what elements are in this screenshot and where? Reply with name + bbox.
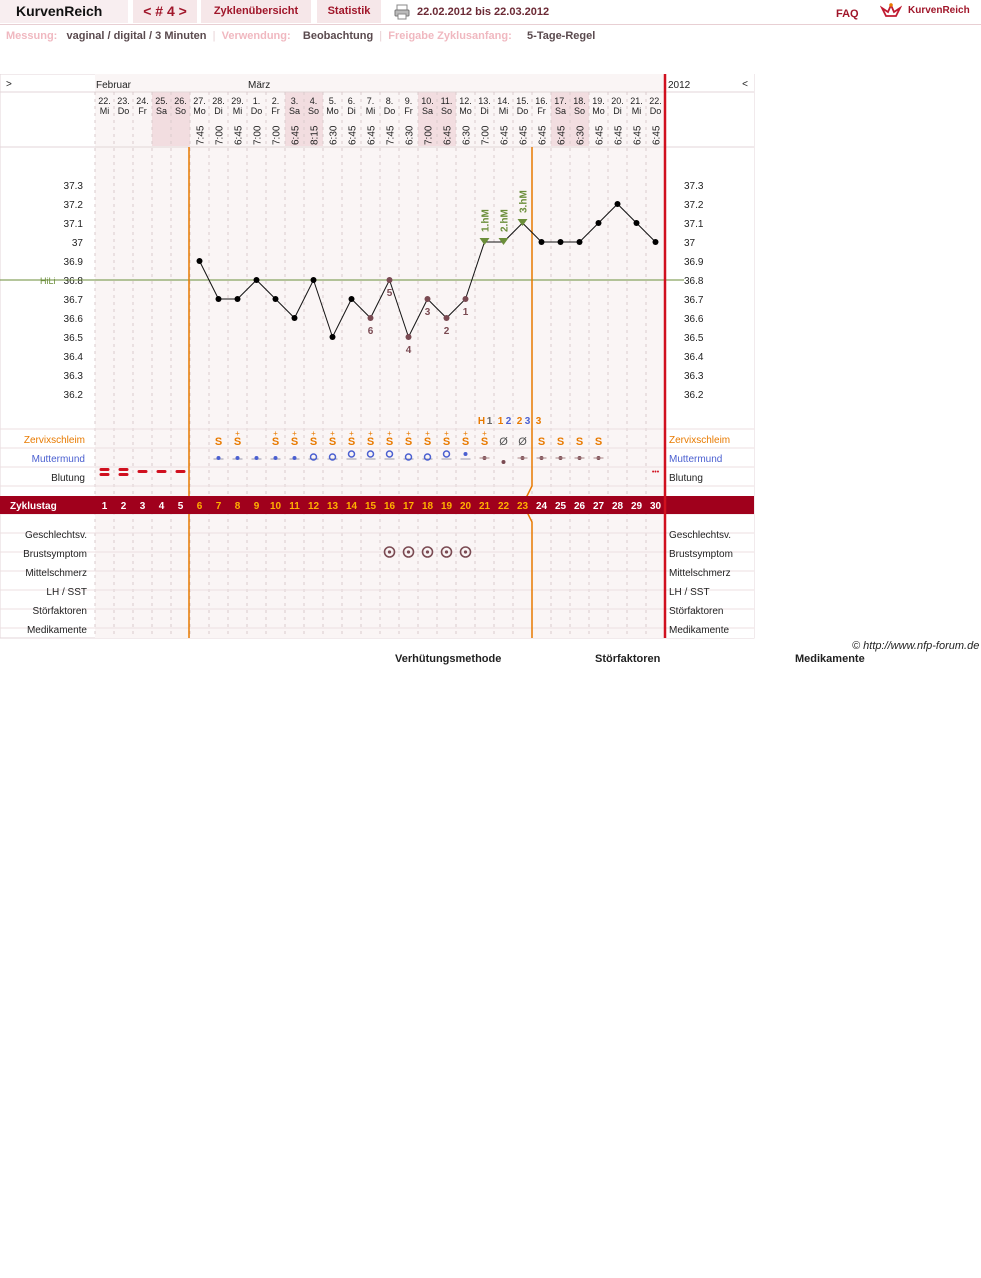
footer-stoerfaktoren: Störfaktoren bbox=[595, 653, 661, 665]
day-number-label: 25. bbox=[155, 96, 168, 106]
y-tick-label-right: 36.7 bbox=[684, 295, 704, 306]
day-number-label: 6. bbox=[347, 96, 356, 106]
cycle-day-number: 26 bbox=[573, 501, 586, 512]
measure-time-label: 6:45 bbox=[290, 125, 302, 145]
temperature-point bbox=[216, 296, 222, 302]
weekday-label: Sa bbox=[421, 106, 434, 116]
cycle-day-number: 21 bbox=[478, 501, 491, 512]
logo-text: KurvenReich bbox=[908, 5, 970, 16]
weekday-label: Di bbox=[613, 106, 622, 116]
temperature-point bbox=[596, 220, 602, 226]
measure-time-label: 6:30 bbox=[328, 125, 340, 145]
y-tick-label-right: 37 bbox=[684, 238, 696, 249]
measure-label: Messung: bbox=[6, 30, 58, 42]
low-measure-label: 4 bbox=[405, 345, 412, 356]
day-number-label: 21. bbox=[630, 96, 643, 106]
y-tick-label: 36.6 bbox=[63, 314, 83, 325]
day-number-label: 7. bbox=[366, 96, 375, 106]
temperature-point bbox=[425, 296, 431, 302]
row-label-lower: Medikamente bbox=[26, 625, 87, 636]
zervix-symbol: S bbox=[461, 436, 470, 448]
zervix-symbol: S bbox=[233, 436, 242, 448]
use-label: Verwendung: bbox=[221, 30, 291, 42]
brand-title: KurvenReich bbox=[0, 0, 128, 23]
y-tick-label: 36.4 bbox=[63, 352, 83, 363]
y-tick-label: 37.1 bbox=[63, 219, 83, 230]
y-tick-label: 36.5 bbox=[63, 333, 83, 344]
zervix-plus: + bbox=[330, 429, 335, 438]
release-value: 5-Tage-Regel bbox=[527, 30, 596, 42]
day-number-label: 22. bbox=[649, 96, 662, 106]
measure-time-label: 7:00 bbox=[252, 125, 264, 145]
chart-nav-next: < bbox=[742, 79, 748, 90]
cycle-day-number: 11 bbox=[289, 501, 300, 512]
zervix-symbol: S bbox=[480, 436, 489, 448]
date-range: 22.02.2012 bis 22.03.2012 bbox=[417, 6, 550, 18]
temperature-point bbox=[273, 296, 279, 302]
printer-icon[interactable] bbox=[394, 4, 410, 20]
zervix-symbol: S bbox=[366, 436, 375, 448]
zervix-symbol: S bbox=[385, 436, 394, 448]
day-number-label: 18. bbox=[573, 96, 586, 106]
weekday-label: Di bbox=[347, 106, 356, 116]
measure-time-label: 6:30 bbox=[575, 125, 587, 145]
zervix-symbol: S bbox=[347, 436, 356, 448]
release-label: Freigabe Zyklusanfang: bbox=[388, 30, 512, 42]
row-label-lower-right: Störfaktoren bbox=[669, 606, 724, 617]
row-label-lower-right: Medikamente bbox=[669, 625, 730, 636]
weekday-label: Fr bbox=[537, 106, 546, 116]
breast-symptom-dot bbox=[426, 550, 429, 553]
evaluation-mark: H bbox=[477, 416, 486, 427]
cycle-day-number: 2 bbox=[120, 501, 127, 512]
day-number-label: 27. bbox=[193, 96, 206, 106]
zervix-plus: + bbox=[387, 429, 392, 438]
day-number-label: 16. bbox=[535, 96, 548, 106]
zervix-plus: + bbox=[273, 429, 278, 438]
weekday-label: Sa bbox=[288, 106, 301, 116]
zervix-symbol: S bbox=[309, 436, 318, 448]
day-number-label: 1. bbox=[252, 96, 261, 106]
cycle-navigator[interactable]: < # 4 > bbox=[133, 0, 197, 23]
weekday-label: Mi bbox=[498, 106, 509, 116]
low-measure-label: 1 bbox=[462, 307, 469, 318]
cycle-day-number: 3 bbox=[139, 501, 146, 512]
row-label-zervixschleim-right: Zervixschleim bbox=[669, 435, 731, 446]
measure-time-label: 6:45 bbox=[499, 125, 511, 145]
low-measure-label: 2 bbox=[443, 326, 450, 337]
y-tick-label-right: 36.8 bbox=[684, 276, 704, 287]
measure-time-label: 7:00 bbox=[271, 125, 283, 145]
measure-time-label: 6:45 bbox=[233, 125, 245, 145]
temperature-point bbox=[368, 315, 374, 321]
bleeding-mark bbox=[100, 468, 110, 471]
cycle-day-number: 30 bbox=[649, 501, 662, 512]
logo[interactable] bbox=[880, 2, 970, 23]
measure-time-label: 7:00 bbox=[214, 125, 226, 145]
info-line: Messung: vaginal / digital / 3 Minuten | Verwendung: Beobachtung | Freigabe Zyklusanfang: 5-Tage-Regel bbox=[6, 30, 596, 42]
tab-zyklenuebersicht[interactable]: Zyklenübersicht bbox=[201, 0, 311, 23]
low-measure-label: 3 bbox=[424, 307, 431, 318]
day-number-label: 29. bbox=[231, 96, 244, 106]
zervix-plus: + bbox=[482, 429, 487, 438]
day-number-label: 12. bbox=[459, 96, 472, 106]
zervix-symbol: S bbox=[423, 436, 432, 448]
day-number-label: 13. bbox=[478, 96, 491, 106]
evaluation-mark: 2 bbox=[505, 416, 512, 427]
weekday-label: Do bbox=[516, 106, 529, 116]
temperature-point bbox=[634, 220, 640, 226]
y-tick-label: 36.9 bbox=[63, 257, 83, 268]
bleeding-spotting-mark: ••• bbox=[651, 469, 660, 476]
zervix-symbol: S bbox=[290, 436, 299, 448]
y-tick-label-right: 37.1 bbox=[684, 219, 704, 230]
cycle-day-number: 23 bbox=[516, 501, 529, 512]
measure-time-label: 6:45 bbox=[632, 125, 644, 145]
day-number-label: 8. bbox=[385, 96, 394, 106]
zervix-plus: + bbox=[425, 429, 430, 438]
weekday-label: So bbox=[307, 106, 320, 116]
y-tick-label: 36.7 bbox=[63, 295, 83, 306]
day-number-label: 19. bbox=[592, 96, 605, 106]
weekday-label: Do bbox=[117, 106, 130, 116]
row-label-lower-right: LH / SST bbox=[669, 587, 710, 598]
row-label-blutung-right: Blutung bbox=[669, 473, 703, 484]
weekday-label: Mo bbox=[193, 106, 206, 116]
y-tick-label-right: 37.2 bbox=[684, 200, 704, 211]
day-number-label: 11. bbox=[440, 96, 453, 106]
zervix-symbol: Ø bbox=[499, 436, 508, 448]
row-label-lower-right: Geschlechtsv. bbox=[669, 530, 732, 541]
measure-time-label: 6:45 bbox=[651, 125, 663, 145]
breast-symptom-dot bbox=[445, 550, 448, 553]
use-value: Beobachtung bbox=[302, 30, 374, 42]
muttermund-symbol bbox=[464, 452, 468, 456]
weekday-label: Fr bbox=[138, 106, 147, 116]
temperature-point bbox=[330, 334, 336, 340]
tab-statistik[interactable]: Statistik bbox=[317, 0, 381, 23]
weekday-label: Mi bbox=[232, 106, 243, 116]
zervix-symbol: S bbox=[575, 436, 584, 448]
measure-value: vaginal / digital / 3 Minuten bbox=[66, 30, 207, 42]
measure-time-label: 6:45 bbox=[442, 125, 454, 145]
y-tick-label: 36.8 bbox=[63, 276, 83, 287]
bleeding-mark bbox=[119, 468, 129, 471]
month-label: Februar bbox=[96, 80, 132, 91]
temperature-point bbox=[463, 296, 469, 302]
zervix-symbol: S bbox=[594, 436, 603, 448]
day-number-label: 24. bbox=[136, 96, 149, 106]
cycle-day-number: 8 bbox=[234, 501, 241, 512]
y-tick-label-right: 36.3 bbox=[684, 371, 704, 382]
measure-time-label: 6:30 bbox=[461, 125, 473, 145]
row-label-lower-right: Mittelschmerz bbox=[669, 568, 731, 579]
measure-time-label: 6:30 bbox=[404, 125, 416, 145]
zervix-plus: + bbox=[444, 429, 449, 438]
measure-time-label: 6:45 bbox=[537, 125, 549, 145]
zervix-symbol: S bbox=[328, 436, 337, 448]
breast-symptom-dot bbox=[407, 550, 410, 553]
cycle-day-number: 13 bbox=[326, 501, 339, 512]
temperature-point bbox=[292, 315, 298, 321]
zervix-plus: + bbox=[368, 429, 373, 438]
weekday-label: Di bbox=[480, 106, 489, 116]
year-label: 2012 bbox=[668, 80, 691, 91]
y-tick-label: 37.3 bbox=[63, 181, 83, 192]
row-label-zervixschleim: Zervixschleim bbox=[23, 435, 85, 446]
y-tick-label: 37 bbox=[71, 238, 83, 249]
measure-time-label: 7:45 bbox=[195, 125, 207, 145]
y-tick-label: 37.2 bbox=[63, 200, 83, 211]
zervix-plus: + bbox=[406, 429, 411, 438]
temperature-point bbox=[539, 239, 545, 245]
cycle-day-number: 10 bbox=[269, 501, 282, 512]
zervix-symbol: Ø bbox=[518, 436, 527, 448]
muttermund-symbol bbox=[255, 456, 259, 460]
low-measure-label: 6 bbox=[367, 326, 374, 337]
y-tick-label-right: 36.6 bbox=[684, 314, 704, 325]
y-tick-label-right: 36.4 bbox=[684, 352, 704, 363]
temperature-point bbox=[406, 334, 412, 340]
cycle-day-number: 18 bbox=[421, 501, 434, 512]
y-tick-label-right: 36.9 bbox=[684, 257, 704, 268]
zervix-symbol: S bbox=[442, 436, 451, 448]
high-measure-label: 2.hM bbox=[499, 209, 511, 232]
row-label-muttermund-right: Muttermund bbox=[669, 454, 723, 465]
bleeding-mark bbox=[176, 470, 186, 473]
muttermund-symbol bbox=[293, 456, 297, 460]
y-tick-label-right: 36.2 bbox=[684, 390, 704, 401]
day-number-label: 10. bbox=[421, 96, 434, 106]
evaluation-mark: 2 bbox=[516, 416, 523, 427]
weekday-label: Do bbox=[383, 106, 396, 116]
cycle-day-number: 14 bbox=[345, 501, 358, 512]
temperature-point bbox=[577, 239, 583, 245]
row-label-blutung: Blutung bbox=[51, 473, 85, 484]
temperature-point bbox=[444, 315, 450, 321]
zervix-plus: + bbox=[463, 429, 468, 438]
weekday-label: Sa bbox=[155, 106, 168, 116]
zervix-symbol: S bbox=[271, 436, 280, 448]
y-tick-label: 36.3 bbox=[63, 371, 83, 382]
cycle-day-number: 16 bbox=[383, 501, 396, 512]
measure-time-label: 8:15 bbox=[309, 125, 321, 145]
muttermund-symbol bbox=[502, 460, 506, 464]
weekday-label: Do bbox=[250, 106, 263, 116]
temperature-point bbox=[197, 258, 203, 264]
temperature-point bbox=[558, 239, 564, 245]
temperature-point bbox=[311, 277, 317, 283]
crown-icon bbox=[880, 2, 902, 20]
evaluation-mark: 1 bbox=[497, 416, 504, 427]
evaluation-mark: 3 bbox=[535, 416, 542, 427]
month-label: März bbox=[248, 80, 271, 91]
weekday-label: Di bbox=[214, 106, 223, 116]
bleeding-mark bbox=[138, 470, 148, 473]
weekday-label: Mo bbox=[459, 106, 472, 116]
zervix-symbol: S bbox=[556, 436, 565, 448]
evaluation-mark: 1 bbox=[486, 416, 493, 427]
cycle-day-number: 22 bbox=[497, 501, 510, 512]
weekday-label: Mi bbox=[99, 106, 110, 116]
zervix-plus: + bbox=[349, 429, 354, 438]
cycle-day-number: 27 bbox=[592, 501, 605, 512]
row-label-muttermund: Muttermund bbox=[31, 454, 85, 465]
breast-symptom-dot bbox=[388, 550, 391, 553]
day-number-label: 5. bbox=[328, 96, 337, 106]
cycle-day-number: 5 bbox=[177, 501, 184, 512]
temperature-point bbox=[349, 296, 355, 302]
y-tick-label-right: 37.3 bbox=[684, 181, 704, 192]
zervix-plus: + bbox=[311, 429, 316, 438]
measure-time-label: 6:45 bbox=[366, 125, 378, 145]
measure-time-label: 6:45 bbox=[347, 125, 359, 145]
day-number-label: 15. bbox=[516, 96, 529, 106]
day-number-label: 3. bbox=[290, 96, 299, 106]
footer-verhuetungsmethode: Verhütungsmethode bbox=[395, 653, 502, 665]
measure-time-label: 6:45 bbox=[613, 125, 625, 145]
y-tick-label: 36.2 bbox=[63, 390, 83, 401]
weekday-label: Do bbox=[649, 106, 662, 116]
muttermund-symbol bbox=[274, 456, 278, 460]
weekday-label: So bbox=[440, 106, 453, 116]
cycle-day-number: 25 bbox=[554, 501, 567, 512]
chart-area-bg bbox=[95, 74, 665, 638]
weekday-label: Mo bbox=[326, 106, 339, 116]
weekday-label: Fr bbox=[404, 106, 413, 116]
row-label-lower: Geschlechtsv. bbox=[24, 530, 87, 541]
day-number-label: 17. bbox=[554, 96, 567, 106]
bleeding-mark bbox=[100, 473, 110, 476]
cycle-day-number: 29 bbox=[630, 501, 643, 512]
measure-time-label: 7:00 bbox=[423, 125, 435, 145]
cycle-day-number: 7 bbox=[215, 501, 222, 512]
weekday-label: Mi bbox=[631, 106, 642, 116]
weekday-label: So bbox=[174, 106, 187, 116]
evaluation-mark: 3 bbox=[524, 416, 531, 427]
cycle-day-number: 6 bbox=[196, 501, 203, 512]
cycle-day-number: 9 bbox=[253, 501, 260, 512]
muttermund-symbol bbox=[217, 456, 221, 460]
day-number-label: 26. bbox=[174, 96, 187, 106]
temperature-point bbox=[653, 239, 659, 245]
weekday-label: Mi bbox=[365, 106, 376, 116]
day-number-label: 22. bbox=[98, 96, 111, 106]
cycle-day-number: 19 bbox=[440, 501, 453, 512]
cycle-day-number: 20 bbox=[459, 501, 472, 512]
row-label-lower: Störfaktoren bbox=[32, 606, 87, 617]
day-number-label: 14. bbox=[497, 96, 510, 106]
y-tick-label-right: 36.5 bbox=[684, 333, 704, 344]
day-number-label: 2. bbox=[271, 96, 280, 106]
cycle-day-number: 15 bbox=[364, 501, 377, 512]
row-label-lower: Brustsymptom bbox=[23, 549, 87, 560]
cycle-day-number: 1 bbox=[101, 501, 108, 512]
row-label-lower: LH / SST bbox=[46, 587, 87, 598]
zervix-plus: + bbox=[235, 429, 240, 438]
measure-time-label: 6:45 bbox=[556, 125, 568, 145]
cycle-day-number: 4 bbox=[158, 501, 165, 512]
bleeding-mark bbox=[119, 473, 129, 476]
temperature-point bbox=[254, 277, 260, 283]
high-measure-label: 1.hM bbox=[480, 209, 492, 232]
day-number-label: 9. bbox=[404, 96, 413, 106]
cycle-day-number: 17 bbox=[402, 501, 415, 512]
day-number-label: 23. bbox=[117, 96, 130, 106]
day-number-label: 4. bbox=[309, 96, 318, 106]
bleeding-mark bbox=[157, 470, 167, 473]
footer-medikamente: Medikamente bbox=[795, 653, 865, 665]
weekday-label: Fr bbox=[271, 106, 280, 116]
measure-time-label: 6:45 bbox=[594, 125, 606, 145]
zervix-plus: + bbox=[292, 429, 297, 438]
low-measure-label: 5 bbox=[386, 288, 393, 299]
cycle-day-number: 24 bbox=[535, 501, 548, 512]
weekday-label: Sa bbox=[554, 106, 567, 116]
faq-link[interactable]: FAQ bbox=[836, 8, 859, 20]
temperature-point bbox=[387, 277, 393, 283]
copyright: © http://www.nfp-forum.de bbox=[852, 640, 980, 652]
temperature-point bbox=[235, 296, 241, 302]
muttermund-symbol bbox=[236, 456, 240, 460]
row-label-zyklustag: Zyklustag bbox=[10, 501, 57, 512]
temperature-point bbox=[615, 201, 621, 207]
measure-time-label: 7:00 bbox=[480, 125, 492, 145]
day-number-label: 28. bbox=[212, 96, 225, 106]
top-bar bbox=[0, 0, 981, 25]
weekday-label: Mo bbox=[592, 106, 605, 116]
chart-nav-prev: > bbox=[6, 79, 12, 90]
hili-label: HiLi bbox=[40, 276, 56, 286]
weekday-label: So bbox=[573, 106, 586, 116]
measure-time-label: 6:45 bbox=[518, 125, 530, 145]
breast-symptom-dot bbox=[464, 550, 467, 553]
zervix-symbol: S bbox=[214, 436, 223, 448]
cycle-chart bbox=[0, 74, 981, 640]
row-label-lower-right: Brustsymptom bbox=[669, 549, 733, 560]
zervix-symbol: S bbox=[537, 436, 546, 448]
high-measure-label: 3.hM bbox=[518, 190, 530, 213]
measure-time-label: 7:45 bbox=[385, 125, 397, 145]
zervix-symbol: S bbox=[404, 436, 413, 448]
cycle-day-number: 12 bbox=[307, 501, 320, 512]
cycle-day-number: 28 bbox=[611, 501, 624, 512]
row-label-lower: Mittelschmerz bbox=[25, 568, 87, 579]
day-number-label: 20. bbox=[611, 96, 624, 106]
